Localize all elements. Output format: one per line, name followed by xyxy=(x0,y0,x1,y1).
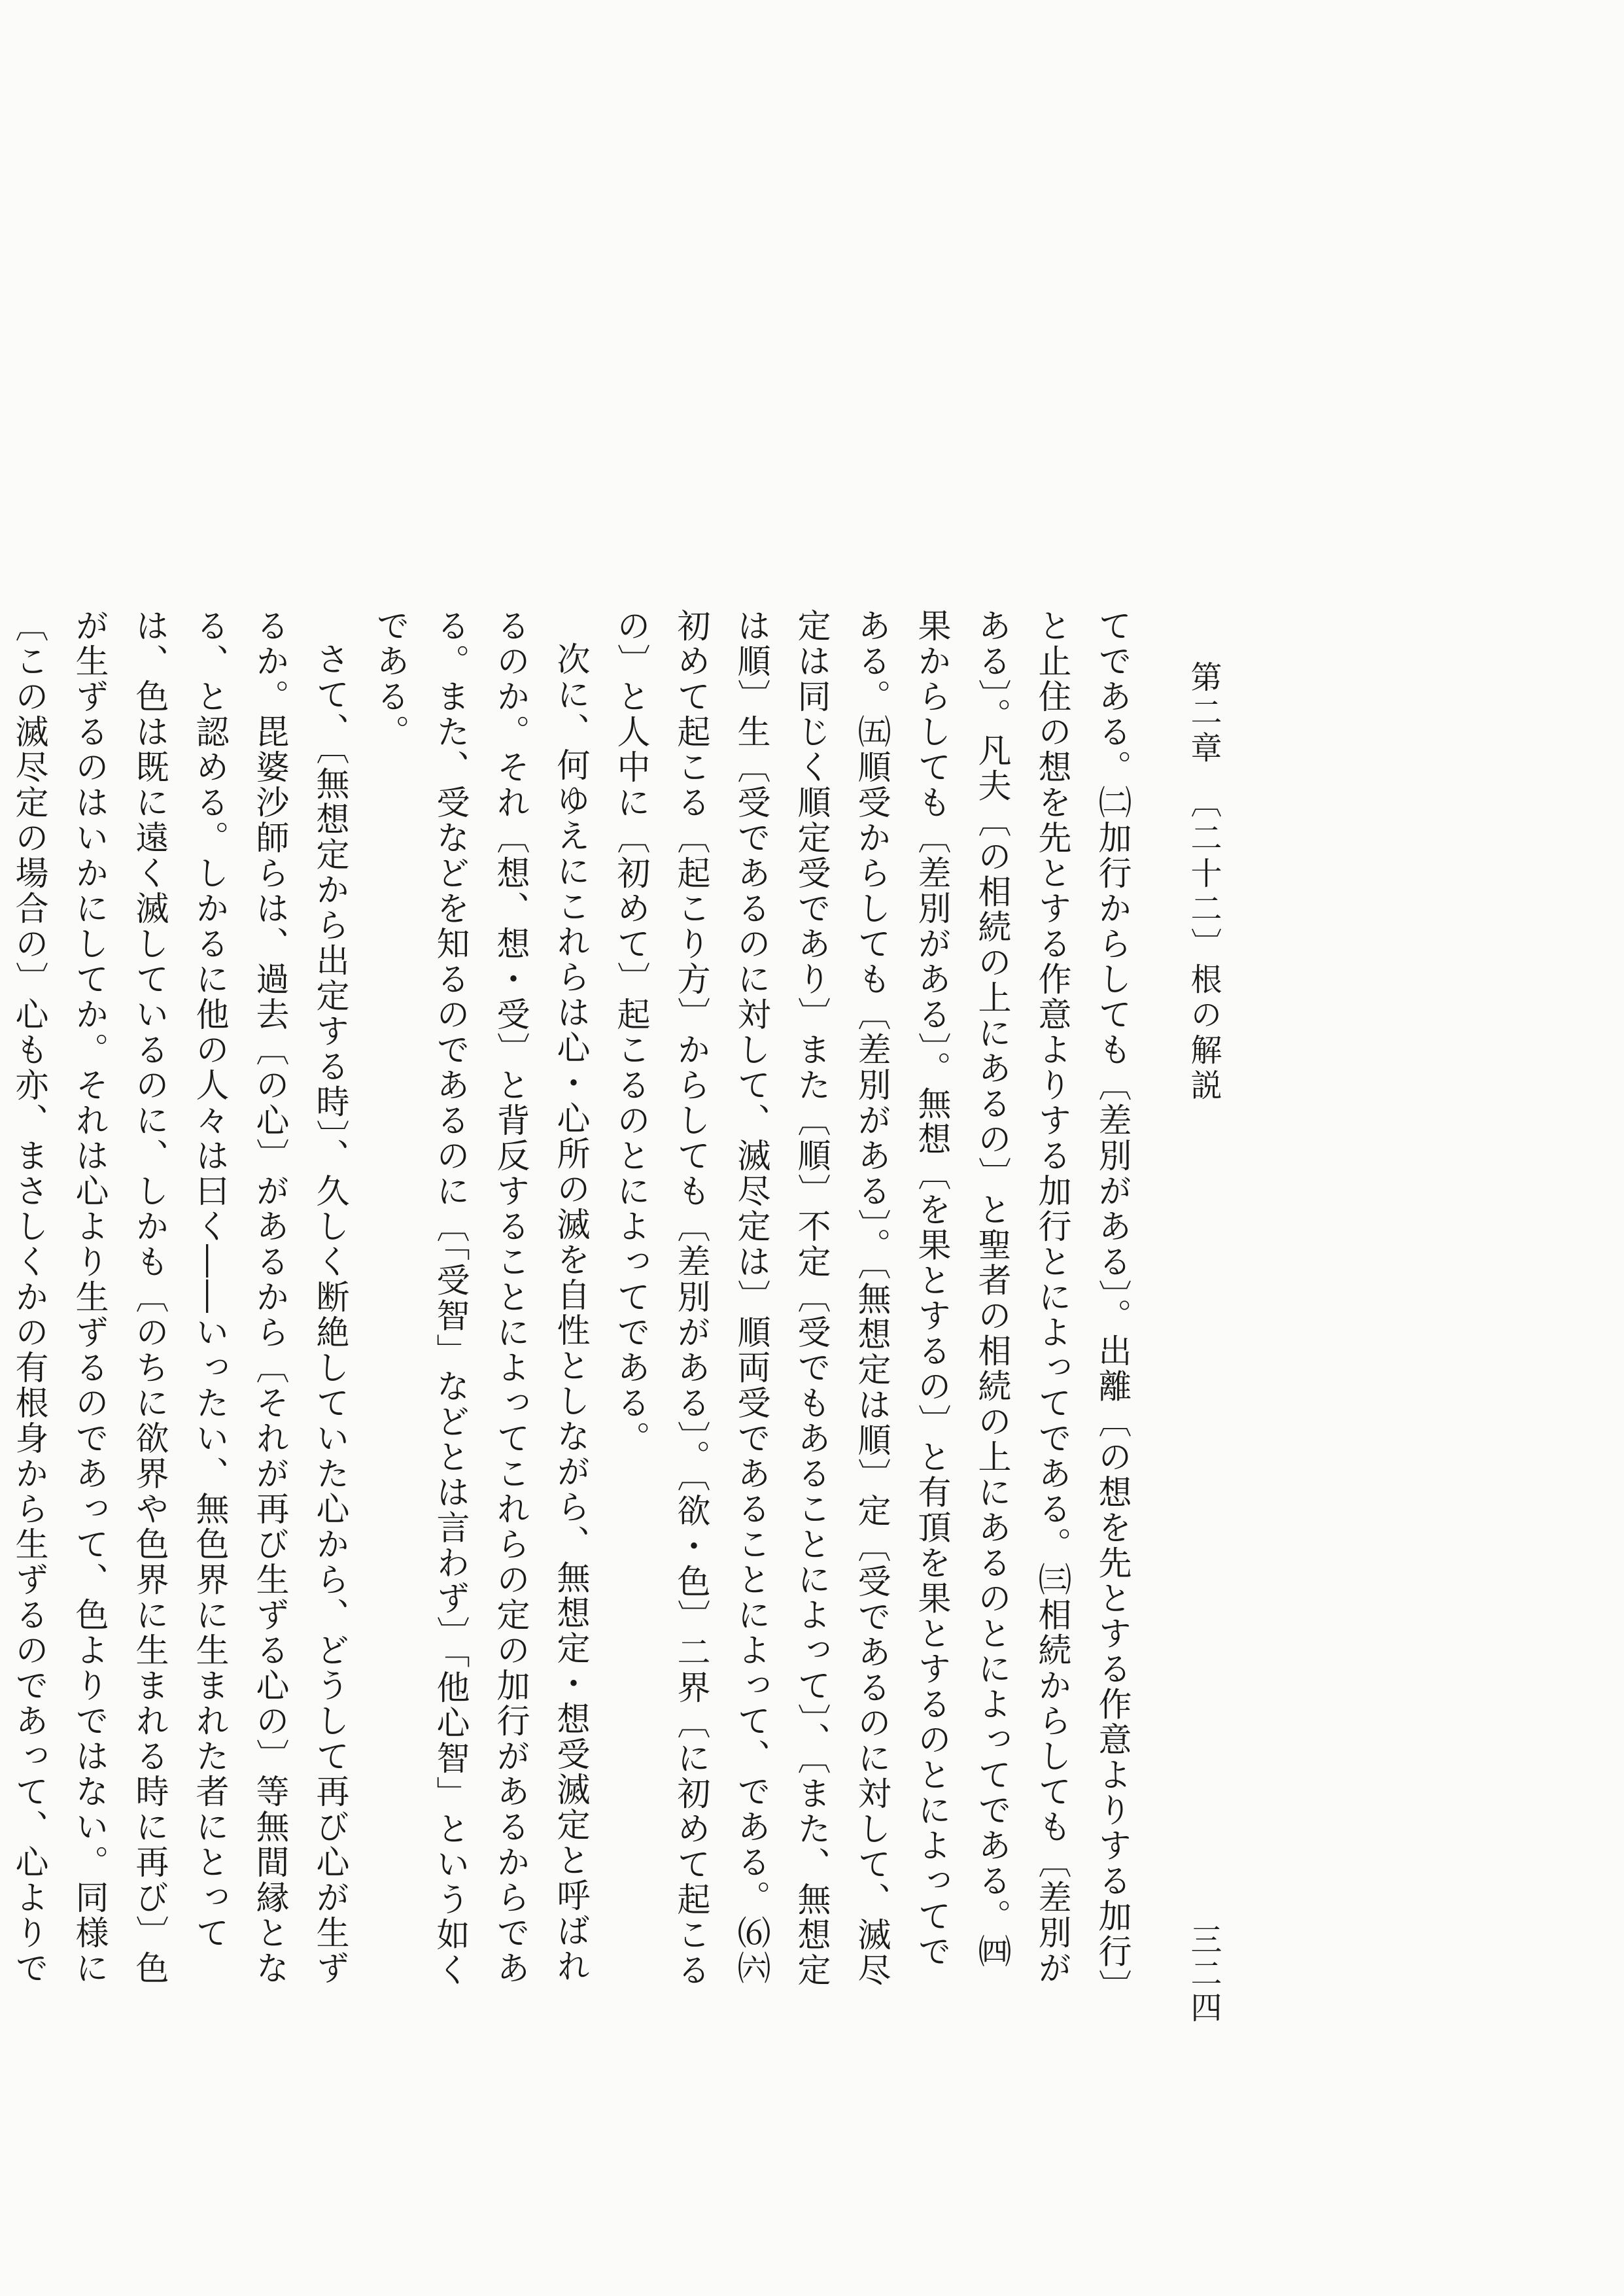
paragraph: 次に、何ゆえにこれらは心・心所の滅を自性としながら、無想定・想受滅定と呼ばれるのか。それ〔想、想・受〕と背反することによってこれらの定の加行があるからである。また、受などを知るのであるのに〔「受智」などとは言わず〕「他心智」という如くである。 xyxy=(370,608,589,1988)
paragraph: てである。㈡加行からしても〔差別がある〕。出離〔の想を先とする作意よりする加行〕と止住の想を先とする作意よりする加行とによってである。㈢相続からしても〔差別がある〕。凡夫〔の相続の上にあるの〕と聖者の相続の上にあるのとによってである。㈣果からしても〔差別がある〕。無想〔を果とするの〕と有頂を果とするのとによってである。㈤順受からしても〔差別がある〕。〔無想定は順〕定〔受であるのに対して、滅尽定は同じく順定受であり〕また〔順〕不定〔受でもあることによって〕、〔また、無想定は順〕生〔受であるのに対して、滅尽定は〕順両受であることによって、である。⑹㈥初めて起こる〔起こり方〕からしても〔差別がある〕。〔欲・色〕二界〔に初めて起こるの〕と人中に〔初めて〕起こるのとによってである。 xyxy=(611,608,1131,1988)
body-text xyxy=(9,608,1141,2002)
page-number: 三二四 xyxy=(1185,1923,1222,2025)
running-head: 第二章 〔二十二〕根の解説 xyxy=(1185,661,1222,1104)
paragraph: さて、〔無想定から出定する時〕、久しく断絶していた心から、どうして再び心が生ずるか。毘婆沙師らは、過去〔の心〕があるから〔それが再び生ずる心の〕等無間縁となる、と認める。しかるに他の人々は曰く――いったい、無色界に生まれた者にとっては、色は既に遠く滅しているのに、しかも〔のちに欲界や色界に生まれる時に再び〕色が生ずるのはいかにしてか。それは心より生ずるのであって、色よりではない。同様に〔この滅尽定の場合の〕心も亦、まさしくかの有根身から生ずるのであって、心よりで xyxy=(9,608,349,1986)
